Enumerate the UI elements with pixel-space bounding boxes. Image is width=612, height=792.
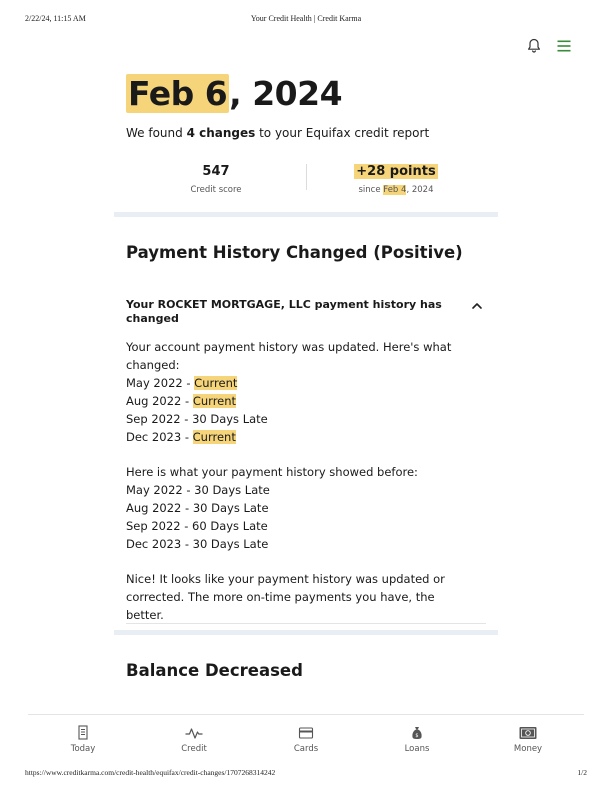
before-row: Dec 2023 - 30 Days Late bbox=[126, 537, 269, 551]
nav-money[interactable] bbox=[488, 725, 568, 754]
score-change-value: +28 points bbox=[356, 164, 436, 179]
updated-row bbox=[126, 374, 476, 392]
updated-status: Current bbox=[192, 430, 236, 444]
nav-cards[interactable] bbox=[266, 725, 346, 754]
updated-status: Current bbox=[194, 376, 238, 390]
payment-history-title: Payment History Changed (Positive) bbox=[126, 243, 463, 262]
since-prefix: since bbox=[358, 185, 384, 195]
menu-icon[interactable] bbox=[556, 38, 572, 54]
updated-month: Sep 2022 - bbox=[126, 412, 193, 426]
chevron-up-icon[interactable] bbox=[470, 298, 484, 312]
nav-credit[interactable] bbox=[154, 725, 234, 754]
nav-loans[interactable] bbox=[377, 725, 457, 754]
accordion-divider bbox=[126, 623, 486, 624]
since-date: Feb 4 bbox=[383, 185, 407, 195]
date-highlight: Feb 6 bbox=[128, 74, 228, 113]
document-icon bbox=[74, 725, 92, 741]
before-row: May 2022 - 30 Days Late bbox=[126, 483, 270, 497]
credit-score-label: Credit score bbox=[190, 185, 242, 195]
page-title bbox=[126, 74, 342, 113]
credit-card-icon bbox=[297, 725, 315, 741]
updated-intro: Your account payment history was updated. Here's what changed: bbox=[126, 340, 452, 372]
bottom-nav bbox=[28, 714, 584, 764]
updated-month: Aug 2022 - bbox=[126, 394, 193, 408]
money-bag-icon bbox=[408, 725, 426, 741]
updated-month: May 2022 - bbox=[126, 376, 195, 390]
score-change-label bbox=[306, 185, 486, 195]
summary-prefix: We found bbox=[126, 126, 187, 140]
updated-status: 30 Days Late bbox=[192, 412, 268, 426]
nav-cards-label: Cards bbox=[293, 744, 319, 754]
date-year: , 2024 bbox=[229, 74, 343, 113]
nav-money-label: Money bbox=[513, 744, 543, 754]
top-icons bbox=[526, 38, 572, 54]
accordion-title: Your ROCKET MORTGAGE, LLC payment history has changed bbox=[126, 298, 442, 325]
spacer bbox=[126, 446, 476, 463]
summary-suffix: to your Equifax credit report bbox=[255, 126, 430, 140]
updated-status: Current bbox=[192, 394, 237, 408]
section-divider bbox=[114, 630, 498, 635]
bell-icon[interactable] bbox=[526, 38, 542, 54]
spacer bbox=[126, 553, 476, 570]
changes-count: 4 changes bbox=[186, 126, 256, 140]
changes-summary bbox=[126, 126, 429, 140]
updated-row bbox=[126, 392, 476, 410]
accordion-header[interactable] bbox=[126, 298, 486, 326]
nav-credit-label: Credit bbox=[181, 744, 207, 754]
print-url: https://www.creditkarma.com/credit-health/equifax/credit-changes/1707268314242 bbox=[25, 768, 276, 777]
credit-score-stat bbox=[126, 160, 306, 195]
print-page-title: Your Credit Health | Credit Karma bbox=[250, 14, 362, 23]
section-divider bbox=[114, 212, 498, 217]
score-stats bbox=[126, 160, 486, 196]
nav-today[interactable] bbox=[43, 725, 123, 754]
pulse-icon bbox=[185, 725, 203, 741]
balance-decreased-title: Balance Decreased bbox=[126, 661, 303, 680]
cash-icon bbox=[519, 725, 537, 741]
updated-row bbox=[126, 410, 476, 428]
before-row: Sep 2022 - 60 Days Late bbox=[126, 519, 268, 533]
score-change-stat bbox=[306, 160, 486, 195]
closing-text: Nice! It looks like your payment history was updated or corrected. The more on-time payments you have, the better. bbox=[126, 572, 445, 622]
nav-loans-label: Loans bbox=[404, 744, 430, 754]
before-intro: Here is what your payment history showed before: bbox=[126, 465, 418, 479]
print-header bbox=[25, 14, 587, 26]
accordion-body bbox=[126, 338, 476, 624]
updated-month: Dec 2023 - bbox=[126, 430, 193, 444]
since-year: , 2024 bbox=[406, 185, 434, 195]
updated-row bbox=[126, 428, 476, 446]
nav-today-label: Today bbox=[70, 744, 96, 754]
credit-score-value: 547 bbox=[202, 164, 230, 179]
before-row: Aug 2022 - 30 Days Late bbox=[126, 501, 269, 515]
print-timestamp: 2/22/24, 11:15 AM bbox=[25, 14, 86, 23]
print-page-number: 1/2 bbox=[577, 768, 587, 777]
svg-text:$: $ bbox=[415, 733, 419, 739]
print-footer bbox=[25, 768, 587, 780]
